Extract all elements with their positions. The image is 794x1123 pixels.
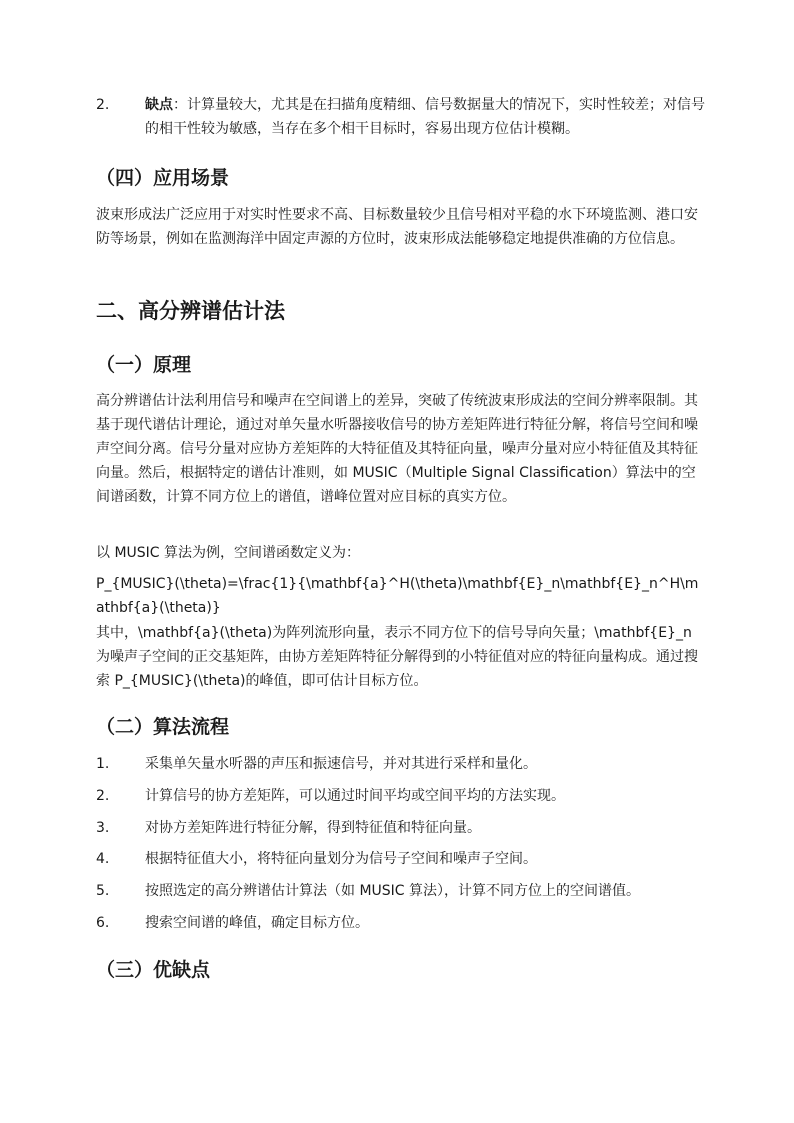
algorithm-step: [96, 816, 716, 840]
section-heading-pros-cons: （三）优缺点: [96, 959, 211, 981]
section-heading-principle: （一）原理: [96, 354, 192, 376]
list-number: 2.: [96, 97, 110, 113]
algorithm-step: [96, 911, 716, 935]
step-text: 对协方差矩阵进行特征分解，得到特征值和特征向量。: [145, 820, 481, 836]
cons-text: 计算量较大，尤其是在扫描角度精细、信号数据量大的情况下，实时性较差；对信号的相干性较为敏感，当存在多个相干目标时，容易出现方位估计模糊。: [145, 97, 705, 137]
step-text: 按照选定的高分辨谱估计算法（如 MUSIC 算法），计算不同方位上的空间谱值。: [145, 883, 641, 899]
step-number: 6.: [96, 915, 110, 931]
step-number: 5.: [96, 883, 110, 899]
step-text: 采集单矢量水听器的声压和振速信号，并对其进行采样和量化。: [145, 756, 537, 772]
step-text: 搜索空间谱的峰值，确定目标方位。: [145, 915, 369, 931]
chapter-heading-high-resolution: 二、高分辨谱估计法: [96, 299, 285, 323]
section-heading-algorithm: （二）算法流程: [96, 716, 230, 738]
list-text: [145, 93, 716, 141]
step-number: 1.: [96, 756, 110, 772]
formula-explanation-paragraph: 其中，\mathbf{a}(\theta)为阵列流形向量，表示不同方位下的信号导向矢量；\mathbf{E}_n 为噪声子空间的正交基矩阵，由协方差矩阵特征分解得到的小特征值对应的特征向量构成。通过搜索 P_{MUSIC}(\theta)的峰值，即可估计目标方位。: [96, 625, 698, 689]
music-intro-paragraph: 以 MUSIC 算法为例，空间谱函数定义为：: [96, 545, 361, 561]
section-heading-applications: （四）应用场景: [96, 167, 230, 189]
algorithm-step: [96, 879, 716, 903]
music-formula: P_{MUSIC}(\theta)=\frac{1}{\mathbf{a}^H(\theta)\mathbf{E}_n\mathbf{E}_n^H\mathbf{a}(\theta)}: [96, 576, 699, 616]
applications-paragraph: 波束形成法广泛应用于对实时性要求不高、目标数量较少且信号相对平稳的水下环境监测、港口安防等场景，例如在监测海洋中固定声源的方位时，波束形成法能够稳定地提供准确的方位信息。: [96, 207, 698, 247]
cons-label: 缺点: [145, 97, 173, 113]
cons-colon: ：: [173, 97, 187, 113]
algorithm-step: [96, 847, 716, 871]
algorithm-step: [96, 784, 716, 808]
step-number: 2.: [96, 788, 110, 804]
step-number: 4.: [96, 851, 110, 867]
step-number: 3.: [96, 820, 110, 836]
list-item-cons: [96, 93, 716, 141]
step-text: 计算信号的协方差矩阵，可以通过时间平均或空间平均的方法实现。: [145, 788, 565, 804]
principle-paragraph: 高分辨谱估计法利用信号和噪声在空间谱上的差异，突破了传统波束形成法的空间分辨率限制。其基于现代谱估计理论，通过对单矢量水听器接收信号的协方差矩阵进行特征分解，将信号空间和噪声空间分离。信号分量对应协方差矩阵的大特征值及其特征向量，噪声分量对应小特征值及其特征向量。然后，根据特定的谱估计准则，如 MUSIC（Multiple Signal Classification）算法中的空间谱函数，计算不同方位上的谱值，谱峰位置对应目标的真实方位。: [96, 393, 698, 505]
algorithm-step: [96, 752, 716, 776]
step-text: 根据特征值大小，将特征向量划分为信号子空间和噪声子空间。: [145, 851, 537, 867]
